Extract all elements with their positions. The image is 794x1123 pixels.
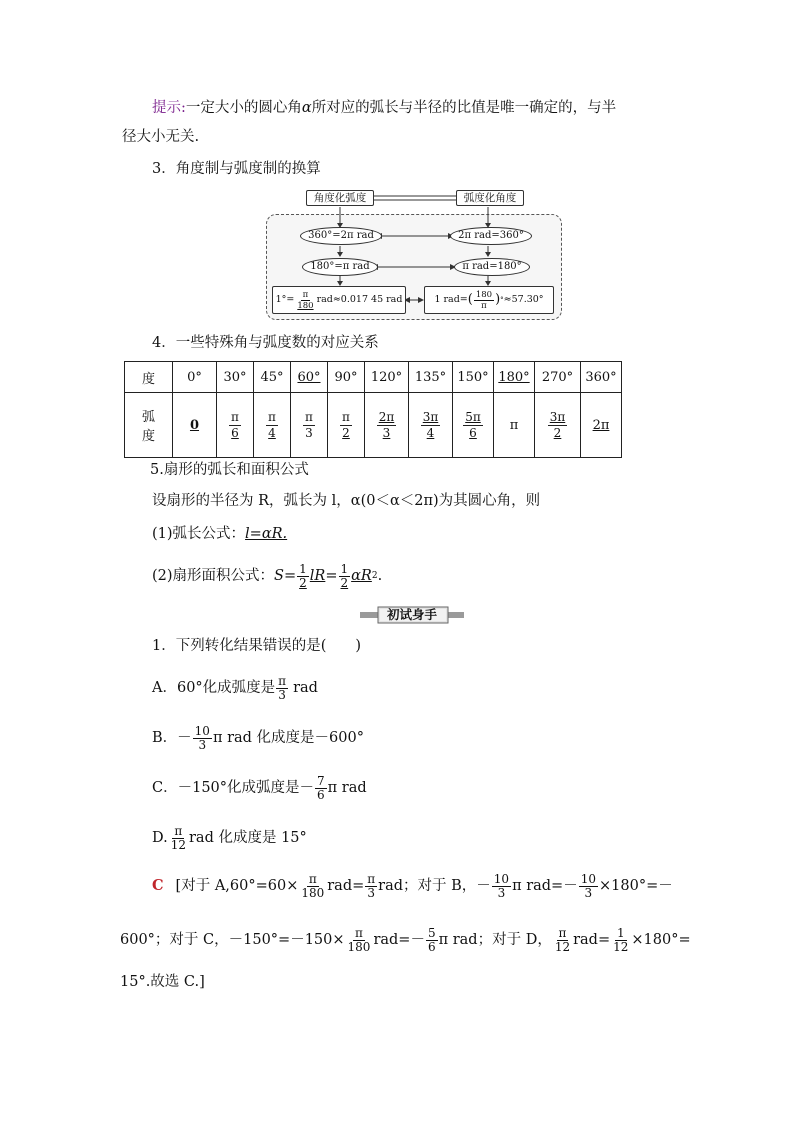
section-4-title: 4．一些特殊角与弧度数的对应关系 bbox=[152, 335, 379, 351]
rad-num: π bbox=[342, 409, 350, 424]
frac-den: 3 bbox=[584, 885, 593, 900]
rad-cell bbox=[535, 393, 581, 458]
c-num: 7 bbox=[317, 773, 325, 788]
rad-num: π bbox=[268, 409, 276, 424]
rad-den: 4 bbox=[426, 425, 435, 440]
hint-line-2: 径大小无关. bbox=[122, 129, 200, 145]
rad-cell: 0 bbox=[173, 393, 217, 458]
section-5-title: 5.扇形的弧长和面积公式 bbox=[150, 462, 309, 478]
option-b-text: B．－ bbox=[152, 730, 192, 746]
option-d-fraction bbox=[169, 825, 188, 852]
deg-cell: 30° bbox=[217, 362, 254, 393]
frac-num: π bbox=[367, 871, 376, 886]
deg-cell: 135° bbox=[409, 362, 453, 393]
answer-p5: ×180°=－ bbox=[599, 878, 673, 894]
f2-eq: = bbox=[325, 568, 338, 584]
half-den: 2 bbox=[340, 575, 349, 590]
f2-half-1 bbox=[297, 563, 309, 590]
diagram-left-oval-2: 180°=π rad bbox=[302, 258, 378, 276]
option-c-fraction bbox=[315, 775, 327, 802]
degree-row bbox=[125, 362, 622, 393]
answer-p1: [对于 A,60°=60× bbox=[175, 878, 299, 894]
radian-header-a: 弧 bbox=[141, 410, 155, 425]
a-den: 3 bbox=[278, 687, 286, 702]
rad-num: 3π bbox=[422, 409, 439, 424]
deg-cell: 180° bbox=[494, 362, 535, 393]
rad-cell bbox=[409, 393, 453, 458]
diagram-right-box-3 bbox=[424, 286, 554, 314]
option-d bbox=[152, 818, 307, 858]
rad-num: π bbox=[231, 409, 239, 424]
f2-lr: lR bbox=[309, 568, 326, 584]
rad-cell bbox=[291, 393, 328, 458]
frac-num: 1 bbox=[616, 925, 625, 940]
radian-header-b: 度 bbox=[141, 429, 155, 444]
answer-frac-5 bbox=[346, 927, 373, 954]
option-d-post: rad 化成度是 15° bbox=[189, 830, 307, 846]
frac-den: 12 bbox=[554, 939, 571, 954]
d-num: π bbox=[174, 823, 183, 838]
rad-cell bbox=[254, 393, 291, 458]
answer-letter: C bbox=[152, 877, 164, 894]
answer-p4: π rad=－ bbox=[512, 878, 578, 894]
rad-den: 2 bbox=[553, 425, 562, 440]
option-b bbox=[152, 718, 364, 758]
diagram-r3-pre: 1 rad= bbox=[434, 294, 468, 305]
diagram-r3-num: 180 bbox=[475, 289, 493, 300]
d-den: 12 bbox=[170, 837, 186, 852]
hint-alpha: α bbox=[301, 100, 312, 116]
b-num: 10 bbox=[194, 723, 210, 738]
option-c bbox=[152, 768, 367, 808]
option-a-fraction bbox=[276, 675, 288, 702]
rad-num: 5π bbox=[465, 409, 481, 424]
diagram-l3-num: π bbox=[302, 289, 309, 300]
option-b-post: π rad 化成度是－600° bbox=[212, 730, 364, 746]
rad-den: 3 bbox=[305, 425, 313, 440]
diagram-l3-den: 180 bbox=[297, 300, 314, 311]
f2-end: . bbox=[377, 568, 383, 584]
frac-num: π bbox=[558, 925, 567, 940]
arc-length-formula bbox=[152, 524, 287, 544]
answer-l2-p4: rad= bbox=[573, 932, 611, 948]
frac-num: 5 bbox=[427, 925, 436, 940]
f2-sup: 2 bbox=[371, 571, 378, 581]
sector-area-formula bbox=[152, 556, 382, 596]
diagram-r3-rparen: ) bbox=[495, 292, 501, 307]
answer-l2-p3: π rad；对于 D， bbox=[438, 932, 552, 948]
f2-label: (2)扇形面积公式： bbox=[152, 568, 275, 584]
frac-den: 3 bbox=[497, 885, 506, 900]
frac-num: 10 bbox=[580, 871, 596, 886]
rad-cell bbox=[365, 393, 409, 458]
deg-cell: 60° bbox=[291, 362, 328, 393]
b-den: 3 bbox=[198, 737, 207, 752]
diagram-l3-post: rad≈0.017 45 rad bbox=[316, 294, 403, 305]
banner-label: 初试身手 bbox=[386, 607, 437, 622]
hint-text-b: 所对应的弧长与半径的比值是唯一确定的，与半 bbox=[311, 100, 617, 116]
radian-header bbox=[125, 393, 173, 458]
hint-line-1 bbox=[152, 98, 616, 118]
rad-den: 4 bbox=[268, 425, 276, 440]
option-a-post: rad bbox=[293, 680, 318, 696]
diagram-right-oval-1: 2π rad=360° bbox=[450, 227, 532, 245]
frac-den: 180 bbox=[347, 939, 371, 954]
answer-l2-p1: 600°；对于 C，－150°=－150× bbox=[120, 932, 345, 948]
diagram-l3-pre: 1°= bbox=[275, 294, 295, 305]
option-a-text: A．60°化成弧度是 bbox=[152, 680, 276, 696]
frac-den: 3 bbox=[367, 885, 376, 900]
answer-p3: rad；对于 B，－ bbox=[378, 878, 491, 894]
deg-cell: 90° bbox=[328, 362, 365, 393]
frac-den: 6 bbox=[427, 939, 436, 954]
frac-num: π bbox=[355, 925, 363, 940]
a-num: π bbox=[278, 673, 287, 688]
diagram-right-head: 弧度化角度 bbox=[456, 190, 524, 206]
radian-row bbox=[125, 393, 622, 458]
answer-l2-p2: rad=－ bbox=[373, 932, 425, 948]
deg-cell: 120° bbox=[365, 362, 409, 393]
section-3-title: 3．角度制与弧度制的换算 bbox=[152, 161, 321, 177]
diagram-r3-fraction bbox=[474, 290, 494, 311]
f2-ar: αR bbox=[351, 568, 372, 584]
hint-label: 提示: bbox=[152, 100, 186, 116]
answer-line-1 bbox=[152, 866, 673, 906]
rad-den: 6 bbox=[231, 425, 239, 440]
rad-cell bbox=[217, 393, 254, 458]
frac-num: π bbox=[308, 871, 317, 886]
answer-line-2 bbox=[120, 920, 691, 960]
diagram-r3-lparen: ( bbox=[467, 292, 473, 307]
diagram-r3-post: ≈57.30° bbox=[503, 294, 544, 305]
deg-cell: 45° bbox=[254, 362, 291, 393]
rad-cell bbox=[453, 393, 494, 458]
answer-line-3: 15°.故选 C.] bbox=[120, 974, 205, 990]
diagram-left-head: 角度化弧度 bbox=[306, 190, 374, 206]
section-5-intro: 设扇形的半径为 R，弧长为 l，α(0＜α＜2π)为其圆心角，则 bbox=[152, 493, 541, 509]
answer-p2: rad= bbox=[327, 878, 365, 894]
option-c-text: C．－150°化成弧度是－ bbox=[152, 780, 315, 796]
deg-cell: 0° bbox=[173, 362, 217, 393]
answer-l2-p5: ×180°= bbox=[631, 932, 691, 948]
frac-den: 180 bbox=[301, 885, 325, 900]
deg-cell: 360° bbox=[581, 362, 622, 393]
f2-s: S= bbox=[274, 568, 297, 584]
option-b-fraction bbox=[193, 725, 212, 752]
f1-label: (1)弧长公式： bbox=[152, 526, 246, 542]
answer-frac-8 bbox=[611, 927, 630, 954]
answer-frac-3 bbox=[492, 873, 511, 900]
deg-cell: 270° bbox=[535, 362, 581, 393]
half-den: 2 bbox=[299, 575, 307, 590]
diagram-right-oval-2: π rad=180° bbox=[454, 258, 530, 276]
rad-cell: π bbox=[494, 393, 535, 458]
c-den: 6 bbox=[317, 787, 325, 802]
answer-frac-1 bbox=[299, 873, 326, 900]
option-d-text: D. bbox=[152, 830, 168, 846]
rad-num: 3π bbox=[549, 409, 566, 424]
rad-den: 2 bbox=[342, 425, 350, 440]
diagram-left-box-3 bbox=[272, 286, 406, 314]
diagram-r3-den: π bbox=[481, 300, 487, 311]
answer-frac-4 bbox=[579, 873, 598, 900]
answer-frac-7 bbox=[553, 927, 572, 954]
rad-den: 6 bbox=[469, 425, 477, 440]
question-stem: 1．下列转化结果错误的是( ) bbox=[152, 638, 362, 654]
hint-text-a: 一定大小的圆心角 bbox=[185, 100, 302, 116]
rad-num: 2π bbox=[378, 409, 395, 424]
rad-num: π bbox=[305, 409, 313, 424]
frac-num: 10 bbox=[493, 871, 510, 886]
option-c-post: π rad bbox=[327, 780, 367, 796]
option-a bbox=[152, 668, 318, 708]
f2-half-2 bbox=[339, 563, 351, 590]
angle-table bbox=[124, 361, 622, 458]
answer-frac-6 bbox=[426, 927, 438, 954]
diagram-l3-fraction bbox=[295, 290, 315, 311]
rad-cell: 2π bbox=[581, 393, 622, 458]
f1-formula: l=αR. bbox=[245, 526, 288, 542]
deg-cell: 150° bbox=[453, 362, 494, 393]
rad-den: 3 bbox=[382, 425, 391, 440]
frac-den: 12 bbox=[613, 939, 629, 954]
degree-header: 度 bbox=[125, 362, 173, 393]
rad-cell bbox=[328, 393, 365, 458]
diagram-r3-degree: ° bbox=[500, 296, 504, 304]
half-num: 1 bbox=[340, 561, 349, 576]
answer-frac-2 bbox=[365, 873, 377, 900]
half-num: 1 bbox=[299, 561, 307, 576]
diagram-left-oval-1: 360°=2π rad bbox=[300, 227, 382, 245]
